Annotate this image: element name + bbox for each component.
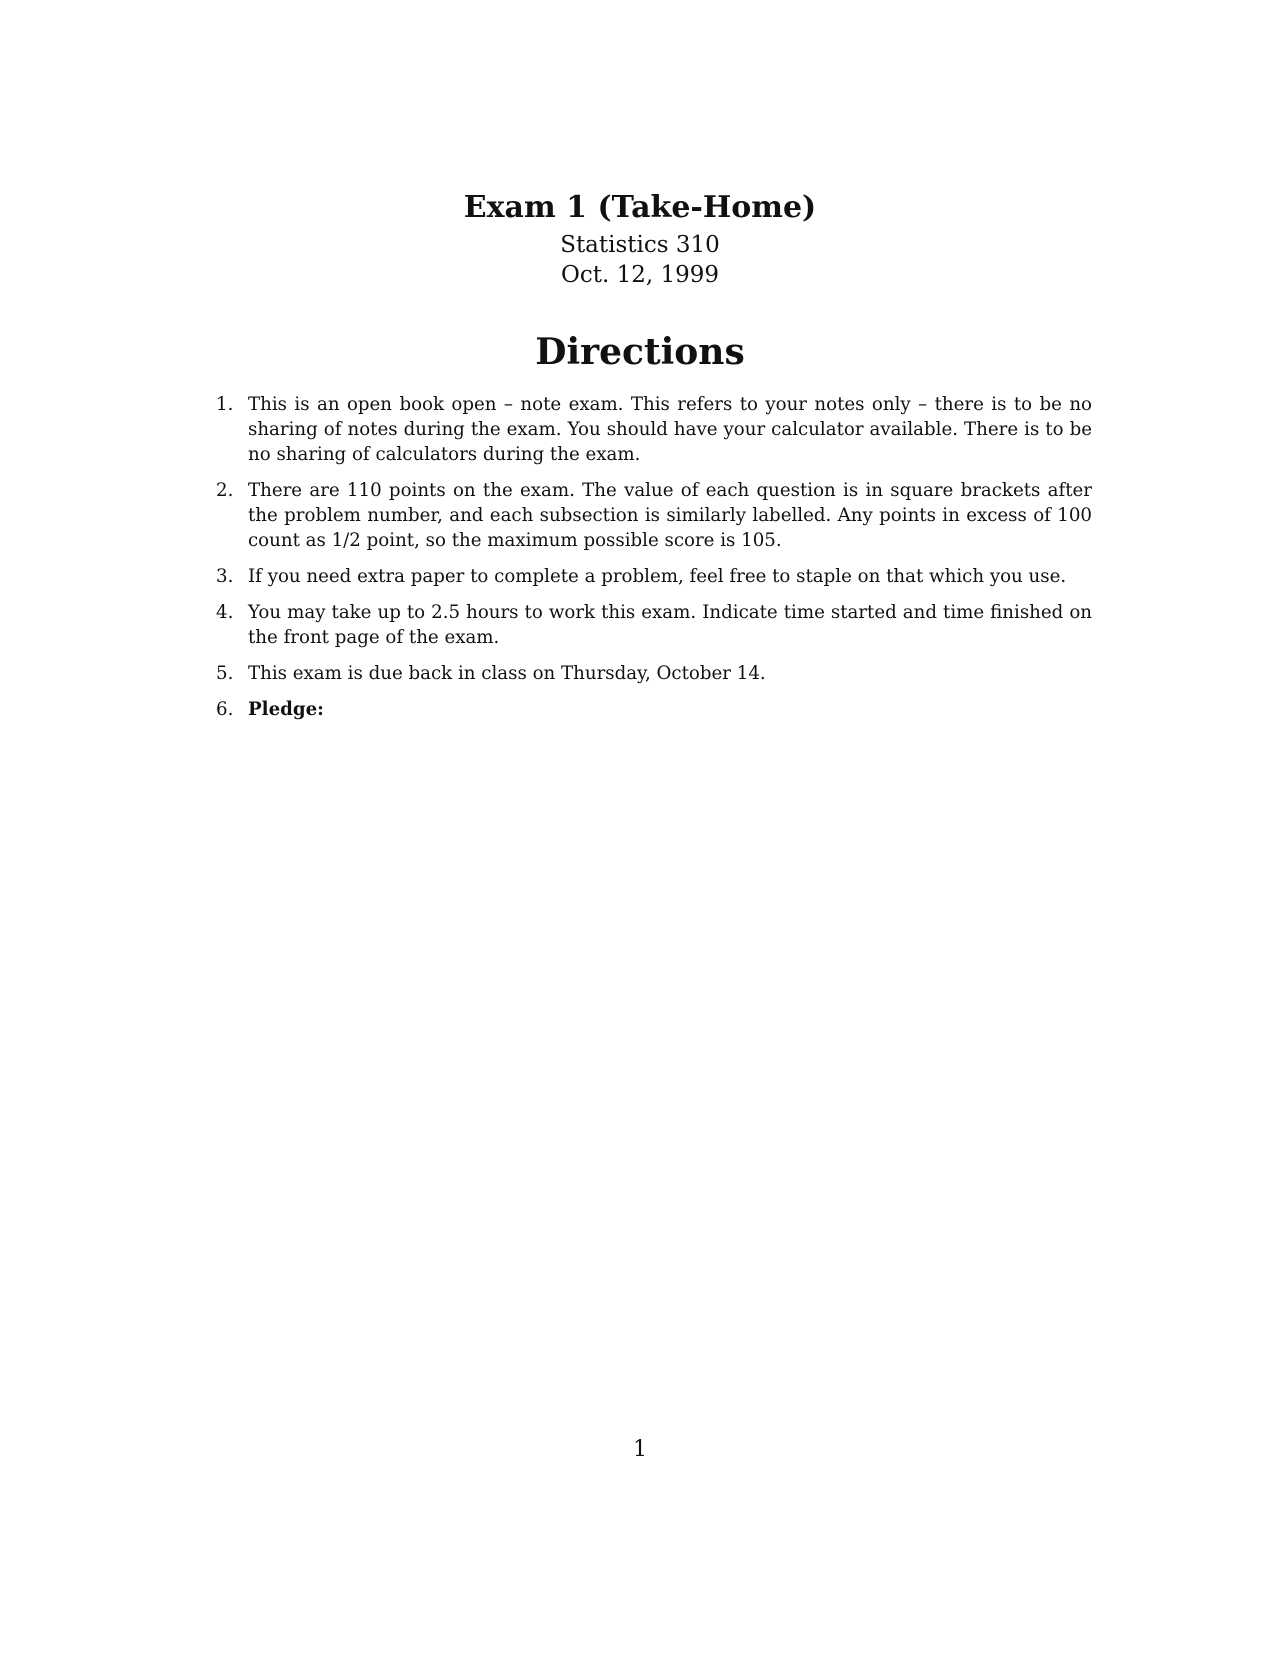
direction-number: 1.: [216, 394, 234, 415]
direction-item: [216, 392, 1092, 467]
direction-number: 4.: [216, 602, 234, 623]
direction-item: [216, 478, 1092, 553]
direction-text: There are 110 points on the exam. The value of each question is in square brackets after the problem number, and each subsection is similarly labelled. Any points in excess of 100 count as 1/2 point, so the maximum possible score is 105.: [248, 480, 1092, 551]
direction-text: This is an open book open – note exam. This refers to your notes only – there is to be no sharing of notes during the exam. You should have your calculator available. There is to be no sharing of calculators during the exam.: [248, 394, 1092, 465]
direction-text: If you need extra paper to complete a problem, feel free to staple on that which you use.: [248, 566, 1067, 587]
directions-heading: Directions: [535, 331, 745, 373]
exam-title: Exam 1 (Take-Home): [463, 190, 817, 225]
direction-number: 2.: [216, 480, 234, 501]
direction-text: This exam is due back in class on Thursday, October 14.: [248, 663, 766, 684]
direction-item: [216, 661, 1092, 686]
direction-number: 5.: [216, 663, 234, 684]
direction-number: 3.: [216, 566, 234, 587]
directions-list: [216, 392, 1092, 733]
direction-item-pledge: [216, 697, 1092, 722]
pledge-label: Pledge:: [248, 699, 324, 720]
direction-text: You may take up to 2.5 hours to work this exam. Indicate time started and time finished on the front page of the exam.: [248, 602, 1092, 648]
course-name: Statistics 310: [560, 232, 720, 258]
direction-item: [216, 564, 1092, 589]
direction-item: [216, 600, 1092, 650]
exam-date: Oct. 12, 1999: [560, 262, 720, 288]
direction-number: 6.: [216, 699, 234, 720]
page-number: 1: [633, 1437, 647, 1462]
